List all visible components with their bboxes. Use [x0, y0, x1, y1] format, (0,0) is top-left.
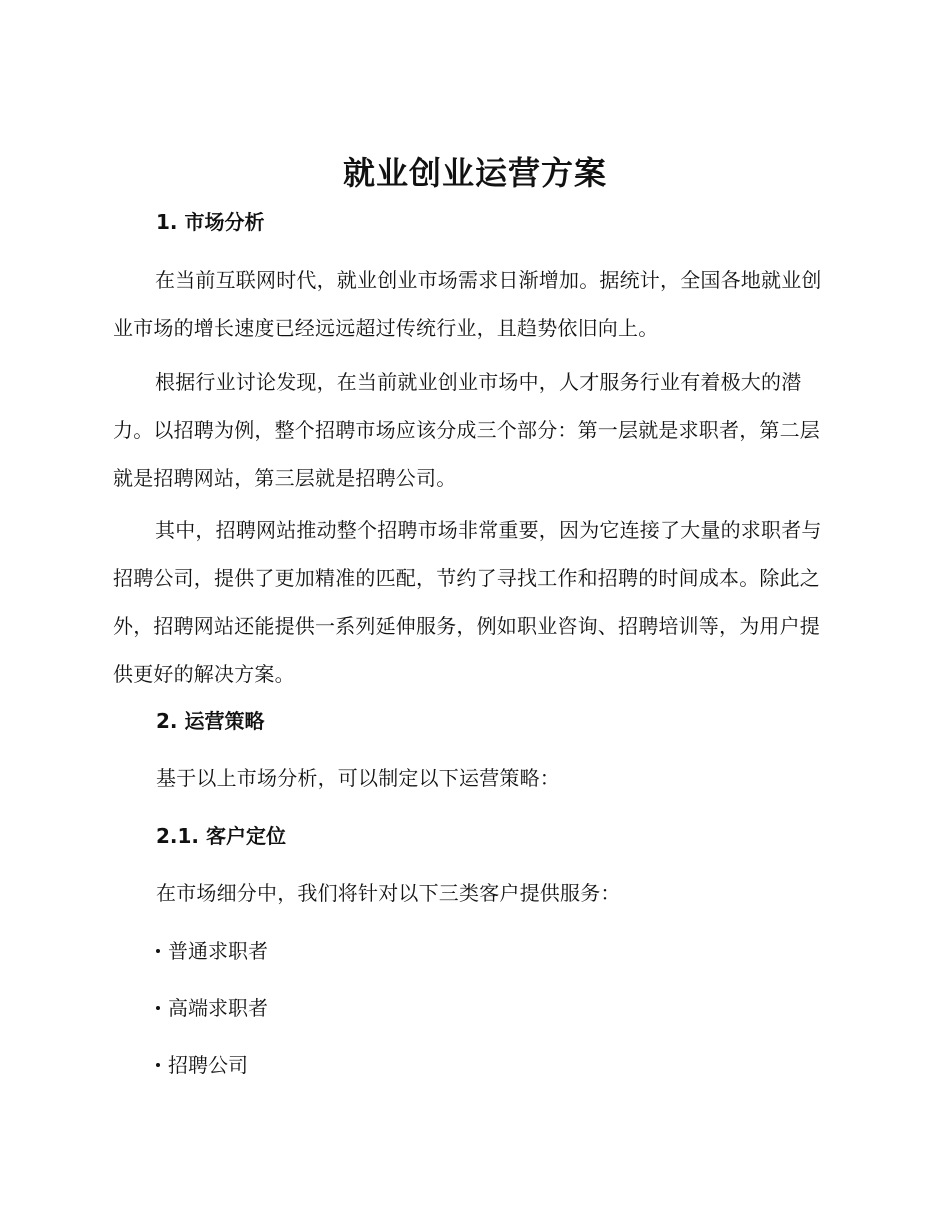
paragraph-market-demand: 在当前互联网时代，就业创业市场需求日渐增加。据统计，全国各地就业创业市场的增长速度已经远远超过传统行业，且趋势依旧向上。 [113, 268, 822, 340]
paragraph-recruitment-websites: 其中，招聘网站推动整个招聘市场非常重要，因为它连接了大量的求职者与招聘公司，提供了更加精准的匹配，节约了寻找工作和招聘的时间成本。除此之外，招聘网站还能提供一系列延伸服务，例如职业咨询、招聘培训等，为用户提供更好的解决方案。 [113, 518, 822, 686]
list-item [156, 937, 268, 965]
customer-segment-intro: 在市场细分中，我们将针对以下三类客户提供服务： [156, 881, 621, 905]
bullet-icon [156, 1006, 160, 1010]
list-item [156, 1051, 248, 1079]
bullet-icon [156, 1063, 160, 1067]
list-item-label: 招聘公司 [168, 1053, 248, 1077]
document-title: 就业创业运营方案 [342, 154, 607, 192]
list-item-label: 高端求职者 [168, 996, 268, 1020]
list-item [156, 994, 268, 1022]
strategy-intro: 基于以上市场分析，可以制定以下运营策略： [156, 766, 560, 790]
subsection-heading-customer-positioning: 2.1. 客户定位 [156, 824, 286, 848]
section-heading-operation-strategy: 2. 运营策略 [156, 709, 265, 733]
bullet-icon [156, 949, 160, 953]
paragraph-talent-services: 根据行业讨论发现，在当前就业创业市场中，人才服务行业有着极大的潜力。以招聘为例，整个招聘市场应该分成三个部分：第一层就是求职者，第二层就是招聘网站，第三层就是招聘公司。 [113, 370, 820, 490]
list-item-label: 普通求职者 [168, 939, 268, 963]
section-heading-market-analysis: 1. 市场分析 [156, 210, 265, 234]
